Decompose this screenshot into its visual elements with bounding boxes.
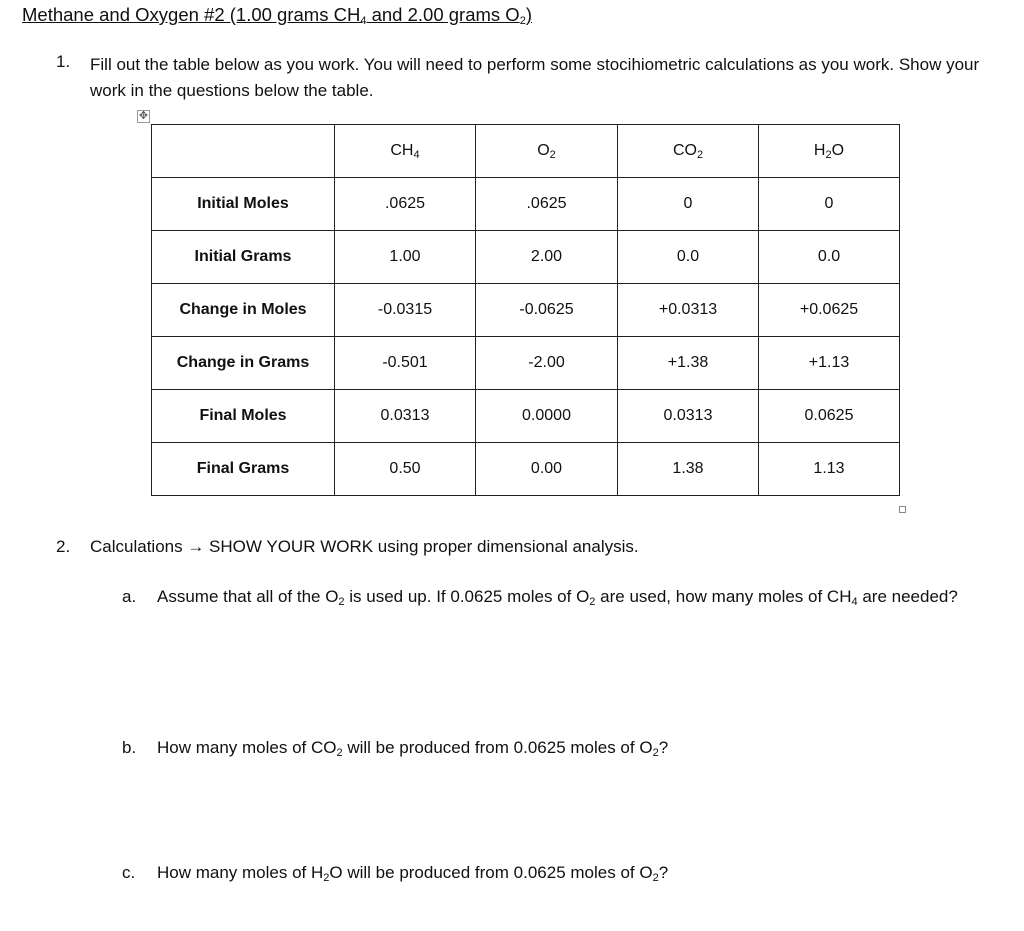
table-cell[interactable]: 0.0313 (335, 390, 476, 443)
table-cell[interactable]: -0.0625 (476, 284, 618, 337)
header-cell-co2[interactable]: $CO_2$ (618, 125, 759, 178)
move-arrows-icon[interactable]: ✥ (138, 110, 149, 122)
table-cell[interactable]: 0.0 (759, 231, 900, 284)
table-cell[interactable]: +0.0313 (618, 284, 759, 337)
resize-handle-icon[interactable] (899, 506, 906, 513)
table-cell[interactable]: 0.00 (476, 443, 618, 496)
table-row (152, 390, 900, 443)
row-label-cell[interactable]: Final Grams (152, 443, 335, 496)
row-label-cell[interactable]: Final Moles (152, 390, 335, 443)
table-cell[interactable]: +0.0625 (759, 284, 900, 337)
table-cell[interactable]: 0.0 (618, 231, 759, 284)
header-cell-h2o[interactable]: $H_2O$ (759, 125, 900, 178)
question-1-number: 1. (56, 52, 71, 71)
header-cell-ch4[interactable]: $CH_4$ (335, 125, 476, 178)
sub-question-b-letter: b. (122, 738, 137, 757)
table-cell[interactable]: 0.50 (335, 443, 476, 496)
table-cell[interactable]: 0.0313 (618, 390, 759, 443)
table-row (152, 178, 900, 231)
table-row (152, 443, 900, 496)
table-row (152, 231, 900, 284)
row-label-cell[interactable]: Change in Moles (152, 284, 335, 337)
table-cell[interactable]: -0.0315 (335, 284, 476, 337)
question-2-text: Calculations → SHOW YOUR WORK using proper dimensional analysis. (90, 537, 639, 556)
table-cell[interactable]: 2.00 (476, 231, 618, 284)
table-cell[interactable]: +1.13 (759, 337, 900, 390)
table-header-row (152, 125, 900, 178)
row-label-cell[interactable]: Initial Moles (152, 178, 335, 231)
table-cell[interactable]: 1.00 (335, 231, 476, 284)
question-1-text: Fill out the table below as you work. You will need to perform some stocihiometric calculations as you work. Show your work in the questions below the table. (90, 55, 980, 100)
sub-question-b-text: How many moles of $CO_2$ will be produced from 0.0625 moles of $O_2$? (157, 738, 669, 759)
table-cell[interactable]: 1.13 (759, 443, 900, 496)
table-cell[interactable]: 0.0625 (759, 390, 900, 443)
stoichiometry-table (151, 124, 900, 496)
sub-question-a-letter: a. (122, 587, 137, 606)
row-label-cell[interactable]: Change in Grams (152, 337, 335, 390)
table-row (152, 337, 900, 390)
table-cell[interactable]: .0625 (335, 178, 476, 231)
table-cell[interactable]: +1.38 (618, 337, 759, 390)
table-cell[interactable]: -2.00 (476, 337, 618, 390)
sub-question-c-text: How many moles of $H_2O$ will be produced from 0.0625 moles of $O_2$? (157, 863, 669, 884)
header-empty-cell[interactable] (152, 125, 335, 178)
header-cell-o2[interactable]: $O_2$ (476, 125, 618, 178)
sub-question-a-text: Assume that all of the $O_2$ is used up. If 0.0625 moles of $O_2$ are used, how many moles of $CH_4$ are needed? (157, 587, 958, 608)
table-cell[interactable]: -0.501 (335, 337, 476, 390)
table-cell[interactable]: 0 (618, 178, 759, 231)
table-cell[interactable]: .0625 (476, 178, 618, 231)
table-cell[interactable]: 0.0000 (476, 390, 618, 443)
table-row (152, 284, 900, 337)
row-label-cell[interactable]: Initial Grams (152, 231, 335, 284)
sub-question-c-letter: c. (122, 863, 136, 882)
table-cell[interactable]: 0 (759, 178, 900, 231)
document-title: Methane and Oxygen #2 (1.00 grams $CH_4$ and 2.00 grams $O_2$) (22, 4, 532, 27)
question-2-number: 2. (56, 537, 71, 556)
table-cell[interactable]: 1.38 (618, 443, 759, 496)
